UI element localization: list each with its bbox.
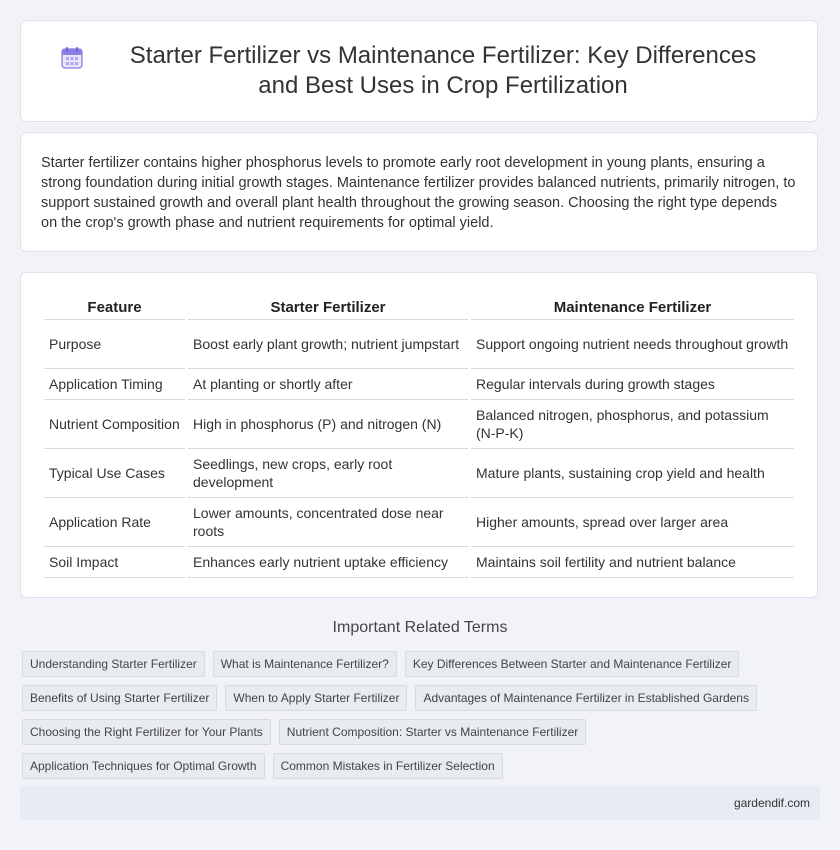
table-cell: High in phosphorus (P) and nitrogen (N) xyxy=(188,400,468,449)
related-term-tag[interactable]: What is Maintenance Fertilizer? xyxy=(213,651,397,677)
related-terms-list xyxy=(22,651,812,787)
table-cell: Mature plants, sustaining crop yield and health xyxy=(471,449,794,498)
intro-card xyxy=(20,132,818,252)
table-cell: Soil Impact xyxy=(44,547,185,578)
intro-text: Starter fertilizer contains higher phosphorus levels to promote early root development in young plants, ensuring a strong foundation during initial growth stages. Maintenance fertilizer provides balanced nutrients, primarily nitrogen, to support sustained growth and overall plant health throughout the growing season. Choosing the right type depends on the crop's growth phase and nutrient requirements for optimal yield. xyxy=(41,155,796,231)
table-cell: Lower amounts, concentrated dose near roots xyxy=(188,498,468,547)
table-cell: Nutrient Composition xyxy=(44,400,185,449)
related-term-tag[interactable]: Advantages of Maintenance Fertilizer in Established Gardens xyxy=(415,685,757,711)
header-maintenance: Maintenance Fertilizer xyxy=(471,295,794,320)
page-title: Starter Fertilizer vs Maintenance Fertilizer: Key Differences and Best Uses in Crop Fertilization xyxy=(129,42,757,99)
related-term-tag[interactable]: Application Techniques for Optimal Growth xyxy=(22,753,265,779)
related-term-tag[interactable]: Common Mistakes in Fertilizer Selection xyxy=(273,753,503,779)
table-row xyxy=(44,400,794,449)
header-card xyxy=(20,20,818,122)
comparison-table-card xyxy=(20,272,818,598)
table-cell: Application Rate xyxy=(44,498,185,547)
calendar-icon xyxy=(59,45,85,71)
tag-row xyxy=(22,685,812,711)
related-terms-title: Important Related Terms xyxy=(332,619,508,636)
table-cell: At planting or shortly after xyxy=(188,369,468,400)
table-row xyxy=(44,547,794,578)
footer-site-link[interactable]: gardendif.com xyxy=(733,796,810,810)
table-row xyxy=(44,498,794,547)
related-term-tag[interactable]: Benefits of Using Starter Fertilizer xyxy=(22,685,217,711)
footer xyxy=(20,786,820,820)
table-cell: Seedlings, new crops, early root development xyxy=(188,449,468,498)
table-cell: Maintains soil fertility and nutrient balance xyxy=(471,547,794,578)
table-cell: Higher amounts, spread over larger area xyxy=(471,498,794,547)
comparison-table xyxy=(41,295,797,578)
table-cell: Typical Use Cases xyxy=(44,449,185,498)
related-term-tag[interactable]: When to Apply Starter Fertilizer xyxy=(225,685,407,711)
table-cell: Enhances early nutrient uptake efficiency xyxy=(188,547,468,578)
table-cell: Boost early plant growth; nutrient jumpstart xyxy=(188,320,468,369)
related-term-tag[interactable]: Key Differences Between Starter and Maintenance Fertilizer xyxy=(405,651,740,677)
table-cell: Support ongoing nutrient needs throughout growth xyxy=(471,320,794,369)
related-term-tag[interactable]: Choosing the Right Fertilizer for Your Plants xyxy=(22,719,271,745)
table-row xyxy=(44,449,794,498)
related-term-tag[interactable]: Understanding Starter Fertilizer xyxy=(22,651,205,677)
header-feature: Feature xyxy=(44,295,185,320)
table-cell: Regular intervals during growth stages xyxy=(471,369,794,400)
table-cell: Purpose xyxy=(44,320,185,369)
table-cell: Balanced nitrogen, phosphorus, and potassium (N-P-K) xyxy=(471,400,794,449)
header-starter: Starter Fertilizer xyxy=(188,295,468,320)
table-row xyxy=(44,369,794,400)
table-row xyxy=(44,320,794,369)
tag-row xyxy=(22,651,812,677)
table-header-row xyxy=(44,295,794,320)
table-cell: Application Timing xyxy=(44,369,185,400)
tag-row xyxy=(22,753,812,779)
tag-row xyxy=(22,719,812,745)
related-term-tag[interactable]: Nutrient Composition: Starter vs Maintenance Fertilizer xyxy=(279,719,586,745)
